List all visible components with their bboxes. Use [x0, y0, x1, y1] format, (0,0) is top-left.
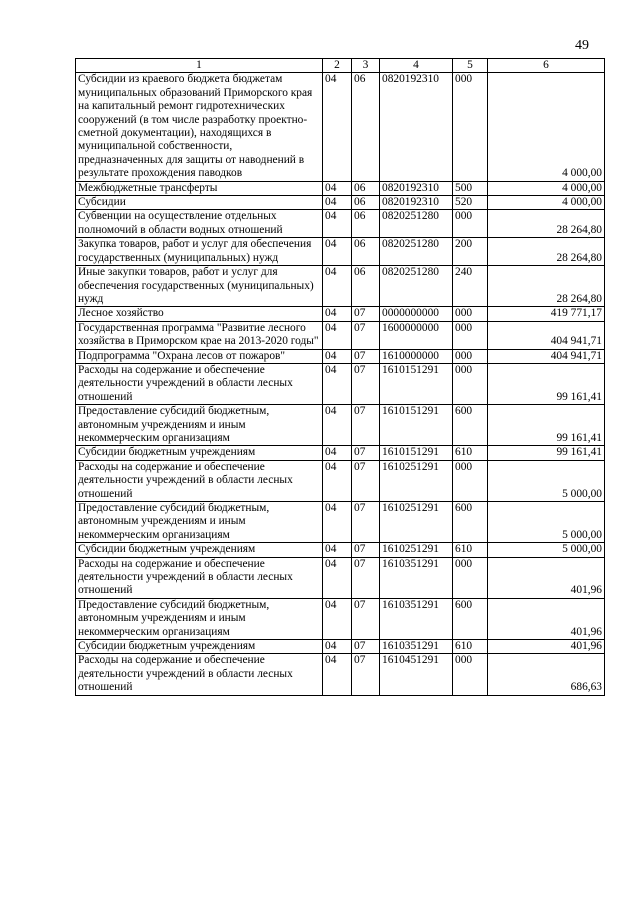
- cell-vr: 610: [453, 446, 488, 460]
- cell-rz: 04: [323, 460, 352, 501]
- cell-csr: 1610451291: [380, 654, 453, 695]
- cell-csr: 0820251280: [380, 238, 453, 266]
- cell-vr: 000: [453, 363, 488, 404]
- cell-name: Межбюджетные трансферты: [76, 181, 323, 195]
- cell-rz: 04: [323, 363, 352, 404]
- table-row: [76, 210, 605, 238]
- cell-sum: 28 264,80: [488, 210, 605, 238]
- cell-sum: 401,96: [488, 598, 605, 639]
- cell-vr: 240: [453, 266, 488, 307]
- cell-rz: 04: [323, 557, 352, 598]
- cell-name: Субсидии бюджетным учреждениям: [76, 640, 323, 654]
- cell-csr: 1610251291: [380, 502, 453, 543]
- cell-vr: 500: [453, 181, 488, 195]
- cell-csr: 0820251280: [380, 266, 453, 307]
- cell-sum: 4 000,00: [488, 73, 605, 181]
- cell-pr: 07: [352, 307, 380, 321]
- cell-csr: 1610251291: [380, 460, 453, 501]
- cell-name: Расходы на содержание и обеспечение деятельности учреждений в области лесных отношений: [76, 557, 323, 598]
- cell-name: Предоставление субсидий бюджетным, автономным учреждениям и иным некоммерческим организациям: [76, 598, 323, 639]
- cell-pr: 07: [352, 363, 380, 404]
- cell-pr: 07: [352, 557, 380, 598]
- table-row: [76, 307, 605, 321]
- cell-rz: 04: [323, 349, 352, 363]
- cell-pr: 07: [352, 543, 380, 557]
- cell-rz: 04: [323, 654, 352, 695]
- cell-csr: 1610251291: [380, 543, 453, 557]
- cell-sum: 401,96: [488, 557, 605, 598]
- table-row: [76, 238, 605, 266]
- cell-vr: 000: [453, 654, 488, 695]
- cell-name: Расходы на содержание и обеспечение деятельности учреждений в области лесных отношений: [76, 654, 323, 695]
- cell-vr: 000: [453, 307, 488, 321]
- cell-sum: 28 264,80: [488, 266, 605, 307]
- cell-sum: 404 941,71: [488, 321, 605, 349]
- table-row: [76, 196, 605, 210]
- cell-csr: 0820192310: [380, 196, 453, 210]
- table-row: [76, 73, 605, 181]
- cell-pr: 07: [352, 502, 380, 543]
- cell-rz: 04: [323, 266, 352, 307]
- cell-vr: 000: [453, 321, 488, 349]
- table-header-row: [76, 59, 605, 73]
- table-row: [76, 321, 605, 349]
- cell-name: Предоставление субсидий бюджетным, автономным учреждениям и иным некоммерческим организациям: [76, 405, 323, 446]
- cell-vr: 600: [453, 502, 488, 543]
- table-row: [76, 266, 605, 307]
- cell-csr: 1610351291: [380, 640, 453, 654]
- cell-sum: 28 264,80: [488, 238, 605, 266]
- cell-name: Предоставление субсидий бюджетным, автономным учреждениям и иным некоммерческим организациям: [76, 502, 323, 543]
- cell-sum: 4 000,00: [488, 181, 605, 195]
- table-row: [76, 654, 605, 695]
- table-row: [76, 557, 605, 598]
- cell-vr: 610: [453, 640, 488, 654]
- cell-sum: 5 000,00: [488, 543, 605, 557]
- cell-csr: 1610351291: [380, 598, 453, 639]
- cell-sum: 5 000,00: [488, 460, 605, 501]
- cell-vr: 000: [453, 460, 488, 501]
- cell-name: Иные закупки товаров, работ и услуг для обеспечения государственных (муниципальных) нужд: [76, 266, 323, 307]
- table-row: [76, 405, 605, 446]
- cell-name: Расходы на содержание и обеспечение деятельности учреждений в области лесных отношений: [76, 363, 323, 404]
- cell-sum: 401,96: [488, 640, 605, 654]
- cell-csr: 0820251280: [380, 210, 453, 238]
- budget-table: [75, 58, 605, 696]
- cell-rz: 04: [323, 405, 352, 446]
- cell-pr: 07: [352, 598, 380, 639]
- cell-sum: 686,63: [488, 654, 605, 695]
- table-body: [76, 73, 605, 695]
- cell-pr: 07: [352, 446, 380, 460]
- header-cell: 2: [323, 59, 352, 73]
- cell-sum: 99 161,41: [488, 405, 605, 446]
- cell-rz: 04: [323, 210, 352, 238]
- header-cell: 4: [380, 59, 453, 73]
- cell-vr: 600: [453, 598, 488, 639]
- cell-name: Субсидии из краевого бюджета бюджетам муниципальных образований Приморского края на капитальный ремонт гидротехнических сооружений (в том числе разработку проектно-сметной документации), находящихся в муниципальной собственности, предназначенных для защиты от наводнений в результате прохождения паводков: [76, 73, 323, 181]
- table-row: [76, 543, 605, 557]
- cell-pr: 07: [352, 349, 380, 363]
- cell-csr: 0000000000: [380, 307, 453, 321]
- cell-rz: 04: [323, 196, 352, 210]
- cell-csr: 1610151291: [380, 446, 453, 460]
- page-number: 49: [575, 38, 589, 53]
- cell-pr: 07: [352, 460, 380, 501]
- cell-rz: 04: [323, 73, 352, 181]
- cell-name: Закупка товаров, работ и услуг для обеспечения государственных (муниципальных) нужд: [76, 238, 323, 266]
- cell-csr: 1610000000: [380, 349, 453, 363]
- cell-pr: 06: [352, 266, 380, 307]
- cell-csr: 1600000000: [380, 321, 453, 349]
- cell-name: Субсидии бюджетным учреждениям: [76, 446, 323, 460]
- cell-rz: 04: [323, 640, 352, 654]
- cell-name: Подпрограмма "Охрана лесов от пожаров": [76, 349, 323, 363]
- cell-rz: 04: [323, 598, 352, 639]
- table-row: [76, 181, 605, 195]
- cell-rz: 04: [323, 307, 352, 321]
- cell-sum: 99 161,41: [488, 446, 605, 460]
- cell-vr: 000: [453, 73, 488, 181]
- cell-sum: 404 941,71: [488, 349, 605, 363]
- cell-pr: 07: [352, 405, 380, 446]
- header-cell: 1: [76, 59, 323, 73]
- cell-pr: 06: [352, 238, 380, 266]
- cell-csr: 0820192310: [380, 181, 453, 195]
- table-row: [76, 640, 605, 654]
- cell-sum: 419 771,17: [488, 307, 605, 321]
- cell-vr: 200: [453, 238, 488, 266]
- cell-sum: 99 161,41: [488, 363, 605, 404]
- cell-name: Субсидии: [76, 196, 323, 210]
- table-row: [76, 502, 605, 543]
- cell-vr: 000: [453, 557, 488, 598]
- cell-pr: 06: [352, 210, 380, 238]
- cell-csr: 1610151291: [380, 363, 453, 404]
- cell-pr: 06: [352, 181, 380, 195]
- cell-pr: 06: [352, 73, 380, 181]
- cell-sum: 5 000,00: [488, 502, 605, 543]
- table-row: [76, 363, 605, 404]
- cell-pr: 07: [352, 654, 380, 695]
- cell-rz: 04: [323, 543, 352, 557]
- cell-rz: 04: [323, 181, 352, 195]
- cell-pr: 06: [352, 196, 380, 210]
- header-cell: 6: [488, 59, 605, 73]
- cell-vr: 520: [453, 196, 488, 210]
- cell-vr: 600: [453, 405, 488, 446]
- cell-rz: 04: [323, 321, 352, 349]
- table-row: [76, 446, 605, 460]
- table-row: [76, 598, 605, 639]
- cell-rz: 04: [323, 238, 352, 266]
- cell-pr: 07: [352, 321, 380, 349]
- cell-vr: 610: [453, 543, 488, 557]
- cell-csr: 1610151291: [380, 405, 453, 446]
- header-cell: 5: [453, 59, 488, 73]
- cell-pr: 07: [352, 640, 380, 654]
- cell-csr: 0820192310: [380, 73, 453, 181]
- cell-name: Субсидии бюджетным учреждениям: [76, 543, 323, 557]
- cell-csr: 1610351291: [380, 557, 453, 598]
- cell-vr: 000: [453, 349, 488, 363]
- cell-sum: 4 000,00: [488, 196, 605, 210]
- cell-vr: 000: [453, 210, 488, 238]
- cell-name: Расходы на содержание и обеспечение деятельности учреждений в области лесных отношений: [76, 460, 323, 501]
- table-row: [76, 349, 605, 363]
- cell-rz: 04: [323, 502, 352, 543]
- cell-name: Лесное хозяйство: [76, 307, 323, 321]
- cell-name: Государственная программа "Развитие лесного хозяйства в Приморском крае на 2013-2020 годы": [76, 321, 323, 349]
- cell-rz: 04: [323, 446, 352, 460]
- cell-name: Субвенции на осуществление отдельных полномочий в области водных отношений: [76, 210, 323, 238]
- table-row: [76, 460, 605, 501]
- header-cell: 3: [352, 59, 380, 73]
